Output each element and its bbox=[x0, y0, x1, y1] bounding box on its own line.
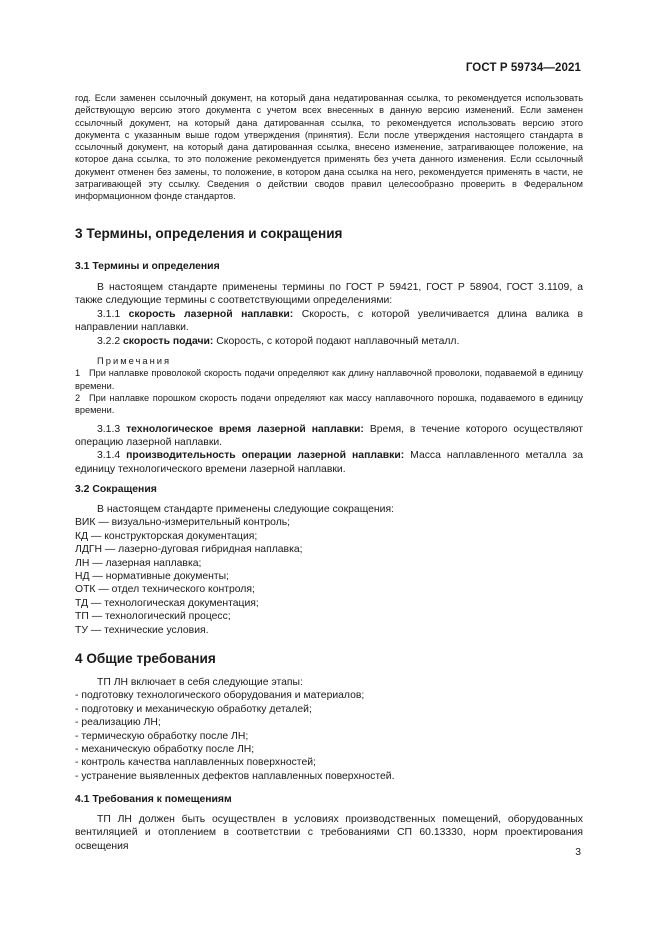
term-number: 3.1.4 bbox=[97, 450, 121, 462]
section-3-1-title: 3.1 Термины и определения bbox=[75, 261, 220, 272]
section-3-title: 3 Термины, определения и сокращения bbox=[75, 226, 343, 241]
term-3-2-2 bbox=[75, 335, 583, 348]
step-item: - подготовку технологического оборудования и материалов; bbox=[75, 690, 365, 702]
abbreviation-item: ТУ — технические условия. bbox=[75, 624, 209, 636]
step-item: - реализацию ЛН; bbox=[75, 717, 161, 729]
note-text: При наплавке проволокой скорость подачи определяют как длину наплавочной проволоки, подаваемой в единицу времени. bbox=[75, 368, 583, 391]
term-number: 3.1.1 bbox=[97, 308, 121, 320]
abbreviation-item: ОТК — отдел технического контроля; bbox=[75, 584, 255, 596]
abbreviations-intro: В настоящем стандарте применены следующие сокращения: bbox=[97, 504, 394, 515]
note-text: При наплавке порошком скорость подачи определяют как массу наплавочного порошка, подаваемого в единицу времени. bbox=[75, 393, 583, 416]
step-item: - термическую обработку после ЛН; bbox=[75, 730, 249, 742]
term-number: 3.1.3 bbox=[97, 423, 121, 435]
term-name: скорость подачи: bbox=[123, 335, 214, 347]
section-3-1-intro: В настоящем стандарте применены термины по ГОСТ Р 59421, ГОСТ Р 58904, ГОСТ 3.1109, а также следующие термины с соответствующими определениями: bbox=[75, 282, 583, 307]
section-3-1-content bbox=[75, 281, 583, 476]
term-3-1-3 bbox=[75, 423, 583, 450]
term-3-1-4 bbox=[75, 449, 583, 476]
section-4-intro: ТП ЛН включает в себя следующие этапы: bbox=[97, 677, 303, 688]
notes-title: Примечания bbox=[97, 355, 172, 367]
intro-paragraph: год. Если заменен ссылочный документ, на который дана недатированная ссылка, то рекомендуется использовать действующую версию этого документа с учетом всех внесенных в данную версию изменений. Если заменен ссылочный документ, на который дана датированная ссылка, то рекомендуется использовать версию этого документа с указанным выше годом утверждения (принятия). Если после утверждения настоящего стандарта в ссылочный документ, на который дана датированная ссылка, внесено изменение, затрагивающее положение, на которое дана ссылка, то это положение рекомендуется применять без учета данного изменения. Если ссылочный документ отменен без замены, то положение, в котором дана ссылка на него, рекомендуется применять в части, не затрагивающей эту ссылку. Сведения о действии сводов правил целесообразно проверить в Федеральном информационном фонде стандартов. bbox=[75, 93, 583, 202]
abbreviation-item: ВИК — визуально-измерительный контроль; bbox=[75, 517, 291, 529]
step-item: - подготовку и механическую обработку деталей; bbox=[75, 703, 312, 715]
abbreviations-block bbox=[75, 503, 583, 637]
note-2 bbox=[75, 392, 583, 417]
term-name: производительность операции лазерной наплавки: bbox=[126, 450, 405, 462]
abbreviation-item: ЛДГН — лазерно-дуговая гибридная наплавка; bbox=[75, 544, 303, 556]
note-number: 2 bbox=[75, 393, 81, 404]
step-item: - контроль качества наплавленных поверхностей; bbox=[75, 757, 316, 769]
term-3-1-1 bbox=[75, 308, 583, 335]
term-name: технологическое время лазерной наплавки: bbox=[126, 423, 364, 435]
note-1 bbox=[75, 367, 583, 392]
section-4-steps bbox=[75, 676, 583, 783]
abbreviation-item: ЛН — лазерная наплавка; bbox=[75, 557, 202, 569]
note-number: 1 bbox=[75, 368, 81, 379]
step-item: - механическую обработку после ЛН; bbox=[75, 744, 255, 756]
term-name: скорость лазерной наплавки: bbox=[128, 308, 294, 320]
section-4-title: 4 Общие требования bbox=[75, 651, 216, 666]
section-4-1-title: 4.1 Требования к помещениям bbox=[75, 794, 232, 805]
step-item: - устранение выявленных дефектов наплавленных поверхностей. bbox=[75, 770, 395, 782]
section-4-1-text: ТП ЛН должен быть осуществлен в условиях производственных помещений, оборудованных вентиляцией и отоплением в соответствии с требованиями СП 60.13330, норм проектирования освещения bbox=[75, 814, 583, 852]
section-3-2-title: 3.2 Сокращения bbox=[75, 484, 157, 495]
term-number: 3.2.2 bbox=[97, 335, 121, 347]
abbreviation-item: ТП — технологический процесс; bbox=[75, 611, 231, 623]
term-definition: Время, в течение которого осуществляют операцию лазерной наплавки. bbox=[75, 423, 584, 449]
term-definition: Скорость, с которой подают наплавочный металл. bbox=[216, 335, 460, 347]
document-header-id: ГОСТ Р 59734—2021 bbox=[465, 62, 581, 74]
term-definition: Масса наплавленного металла за единицу технологического времени лазерной наплавки. bbox=[75, 450, 584, 475]
abbreviation-item: НД — нормативные документы; bbox=[75, 571, 230, 583]
page-number: 3 bbox=[575, 847, 581, 858]
abbreviation-item: КД — конструкторская документация; bbox=[75, 530, 258, 542]
abbreviation-item: ТД — технологическая документация; bbox=[75, 597, 259, 609]
term-definition: Скорость, с которой увеличивается длина валика в направлении наплавки. bbox=[75, 308, 583, 334]
